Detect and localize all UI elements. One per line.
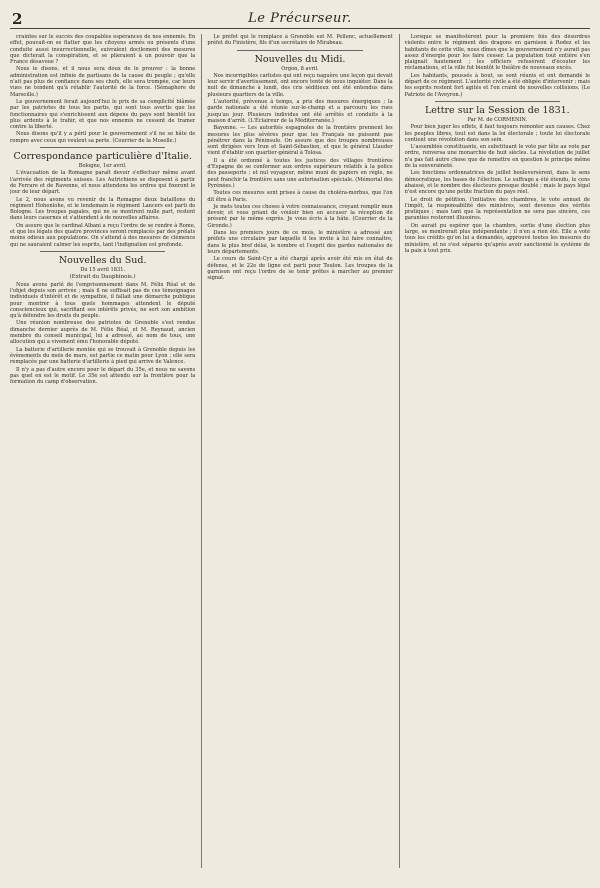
section-heading: Nouvelles du Sud. — [58, 254, 147, 266]
article-paragraph: Il n'y a pas d'autre encore pour le départ du 35e, et nous ne savons pas quel en est le motif. Le 35e est attendu sur la frontière pour la formation du camp d'observation. — [10, 366, 196, 386]
article-paragraph: Lorsque se manifestèrent pour la première fois des désordres violents entre le régiment des dragons en garnison à Rodez et les habitants de cette ville, nous dîmes que le gouvernement n'y aurait pas assez d'énergie pour les faire cesser. La population tout entière s'en plaignait hautement ; les officiers refusèrent d'écouter les réclamations, et la ville fut bientôt le théâtre de nouveaux excès. — [404, 34, 590, 72]
article-paragraph: Le préfet qui le remplace à Grenoble est M. Pellenc, actuellement préfet du Finistère, fils d'un secrétaire de Mirabeau. — [207, 34, 393, 47]
masthead — [10, 10, 590, 29]
section-heading: Lettre sur la Session de 1831. — [424, 104, 570, 116]
paper-title: Le Précurseur. — [248, 11, 352, 26]
article-paragraph: Nos incorrigibles carlistes qui ont reçu naguère une leçon qui devait leur servir d'avertissement, ont encore tenté de nous inquiéter. Dans la nuit de dimanche à lundi, des cris séditieux ont été entendus dans plusieurs quartiers de la ville. — [207, 72, 393, 98]
article-paragraph: Une réunion nombreuse des patriotes de Grenoble s'est rendue dimanche dernier auprès de M. Félix Réal, et M. Reynaud, ancien membre du conseil municipal, lui a adressé, au nom de tous, une allocution qui a vivement ému l'honorable député. — [10, 320, 196, 346]
newspaper-page — [10, 10, 590, 868]
article-columns — [10, 34, 590, 868]
article-paragraph: Les habitants, poussés à bout, se sont réunis et ont demandé le départ de ce régiment. L'autorité civile a été obligée d'intervenir ; mais les esprits restent fort agités et l'on craint de nouvelles collisions. (Le Patriote de l'Aveyron.) — [404, 72, 590, 98]
section-heading: Nouvelles du Midi. — [254, 53, 346, 65]
article-paragraph: craintes sur le succès des coupables espérances de nos ennemis. En effet, pouvait-on se flatter que les citoyens armés ou présents d'une conduite aussi insurrectionnelle, suivraient docilement des mesures que dicterait la conspiration, et se plieraient à un pouvoir que la France désavoue ? — [10, 34, 196, 66]
source-note: (Extrait du Dauphinois.) — [69, 274, 136, 281]
dateline: Orgon, 8 avril. — [281, 65, 319, 72]
article-paragraph: Pour bien juger les effets, il faut toujours remonter aux causes. Chez les peuples libres, tout est dans la loi électorale ; toute loi électorale contient une révolution dans son sein. — [404, 124, 590, 143]
article-paragraph: Bayonne. — Les autorités espagnoles de la frontière prennent les mesures les plus sévères pour que les Français ne puissent pas pénétrer dans la Péninsule. On assure que des troupes nombreuses sont dirigées vers Irun et Saint-Sébastien, et que le général Llauder vient d'établir son quartier-général à Tolosa. — [207, 125, 393, 157]
column-1 — [10, 34, 195, 868]
article-paragraph: Le droit de pétition, l'initiative des chambres, le vote annuel de l'impôt, la responsabilité des ministres, sont devenus des vérités pratiques ; mais tant que la représentation ne sera pas sincère, ces garanties resteront illusoires. — [404, 196, 590, 222]
article-paragraph: Le gouvernement ferait aujourd'hui le prix de sa complicité blâmée par les patriotes de tous les partis, qui sont tous avertis que les fonctionnaires qui s'enrichissent aux dépens du pays sont bientôt les plus ardents à le trahir, et que nos ennemis ne cessent de tramer contre la liberté. — [10, 98, 196, 131]
article-paragraph: L'autorité, prévenue à temps, a pris des mesures énergiques ; la garde nationale a été réunie sur-le-champ et a parcouru les rues jusqu'au jour. Plusieurs individus ont été arrêtés et conduits à la maison d'arrêt. (L'Éclaireur de la Méditerranée.) — [207, 99, 393, 124]
article-paragraph: L'assemblée constituante, en substituant le vote par tête au vote par ordre, renversa une monarchie de huit siècles. La révolution de juillet n'a pas fait autre chose que de remettre en question le principe même de la souveraineté. — [404, 144, 590, 170]
article-paragraph: L'évacuation de la Romagne paraît devoir s'effectuer même avant l'arrivée des régiments suisses. Les Autrichiens se disposent à partir de Ferrare et de Ravenne, et nous attendons les ordres qui fixeront le jour de leur départ. — [10, 170, 196, 196]
article-paragraph: Nous avons parlé de l'emprisonnement dans M. Félix Réal et de l'objet depuis son arrivée ; mais il ne suffisait pas de ces témoignages individuels d'intérêt et de sympathie, il fallait une démarche publique pour montrer à tous quels hommages attendent le député consciencieux qui, sacrifiant ses intérêts privés, ne sert son ambition qu'à défendre les droits du peuple. — [10, 281, 196, 320]
section-heading: Correspondance particulière d'Italie. — [13, 151, 192, 163]
article-paragraph: Toutes ces mesures sont prises à cause du choléra-morbus, que l'on dit être à Paris. — [207, 190, 393, 203]
dateline: Du 15 avril 1831. — [80, 266, 126, 273]
article-paragraph: On assure que le cardinal Albani a reçu l'ordre de se rendre à Rome, et que les légats des quatre provinces seront remplacés par des prélats moins odieux aux populations. On s'attend à des mesures de clémence qui ne sauraient calmer les esprits, tant l'indignation est profonde. — [10, 222, 196, 248]
article-paragraph: Je mets toutes ces choses à votre connaissance, croyant remplir mon devoir, et vous priant de vouloir bien en accuser la réception de présent par le même exprès. Je vous écris à la hâte. (Courrier de la Gironde.) — [207, 203, 393, 229]
article-paragraph: Dans les premiers jours de ce mois, le ministère a adressé aux préfets une circulaire par laquelle il les invite à lui faire connaître, dans le plus bref délai, le nombre et l'esprit des gardes nationales de leurs départements. — [207, 230, 393, 255]
article-paragraph: Nous le disons, et il nous sera doux de le prouver : la bonne administration est infinie de partisans de la cause du peuple ; qu'elle n'ait pas plus de confiance dans ses chefs, elle sera trompée, car leurs vues ne tendent qu'à rétablir l'autorité de la force. (Sémaphore de Marseille.) — [10, 66, 196, 98]
column-3 — [399, 34, 590, 868]
article-paragraph: Il a été ordonné à toutes les justices des villages frontières d'Espagne de se conformer aux ordres supérieurs relatifs à la police des passeports ; et nul voyageur, même muni de papiers en règle, ne peut franchir la frontière sans une autorisation spéciale. (Mémorial des Pyrénées.) — [207, 157, 393, 189]
page-number: 2 — [12, 10, 23, 28]
dateline: Par M. de CORMENIN. — [467, 116, 528, 123]
dateline: Bologne, 1er avril. — [78, 163, 127, 170]
article-paragraph: Nous disons qu'il y a péril pour le gouvernement s'il ne se hâte de rompre avec ceux qui veulent sa perte. (Courrier de la Moselle.) — [10, 131, 196, 144]
article-paragraph: Le cours de Saint-Cyr a été chargé après avoir été mis en état de défense, et le 22e de ligne est parti pour Toulon. Les troupes de la garnison ont reçu l'ordre de se tenir prêtes à marcher au premier signal. — [207, 256, 393, 282]
article-paragraph: On aurait pu espérer que la chambre, sortie d'une élection plus large, se montrerait plus indépendante ; il n'en a rien été. Elle a voté tous les crédits qu'on lui a demandés, approuvé toutes les mesures du ministère, et ne s'est séparée qu'après avoir sanctionné le système de la paix à tout prix. — [404, 222, 590, 254]
column-2 — [201, 34, 392, 868]
article-paragraph: La batterie d'artillerie montée qui se trouvait à Grenoble depuis les évènements du mois de mars, est partie ce matin pour Lyon ; elle sera remplacée par une batterie d'artillerie à pied qui arrive de Valence. — [10, 346, 196, 366]
article-paragraph: Les fonctions ordonnatrices de juillet bouleversèrent, dans le sens démocratique, les bases de l'élection. Le suffrage a été étendu, le cens abaissé, et le nombre des électeurs presque doublé ; mais le pays légal n'est encore qu'une petite fraction du pays réel. — [404, 170, 590, 196]
article-paragraph: Le 2, nous avons vu revenir de la Romagne deux bataillons du régiment Hohenlohe, et le lendemain le régiment Lancers est parti de Bologne. Les troupes papales, qui ne se montrent nulle part, restent dans leurs casernes et s'attendent à de nouvelles affaires. — [10, 196, 196, 222]
